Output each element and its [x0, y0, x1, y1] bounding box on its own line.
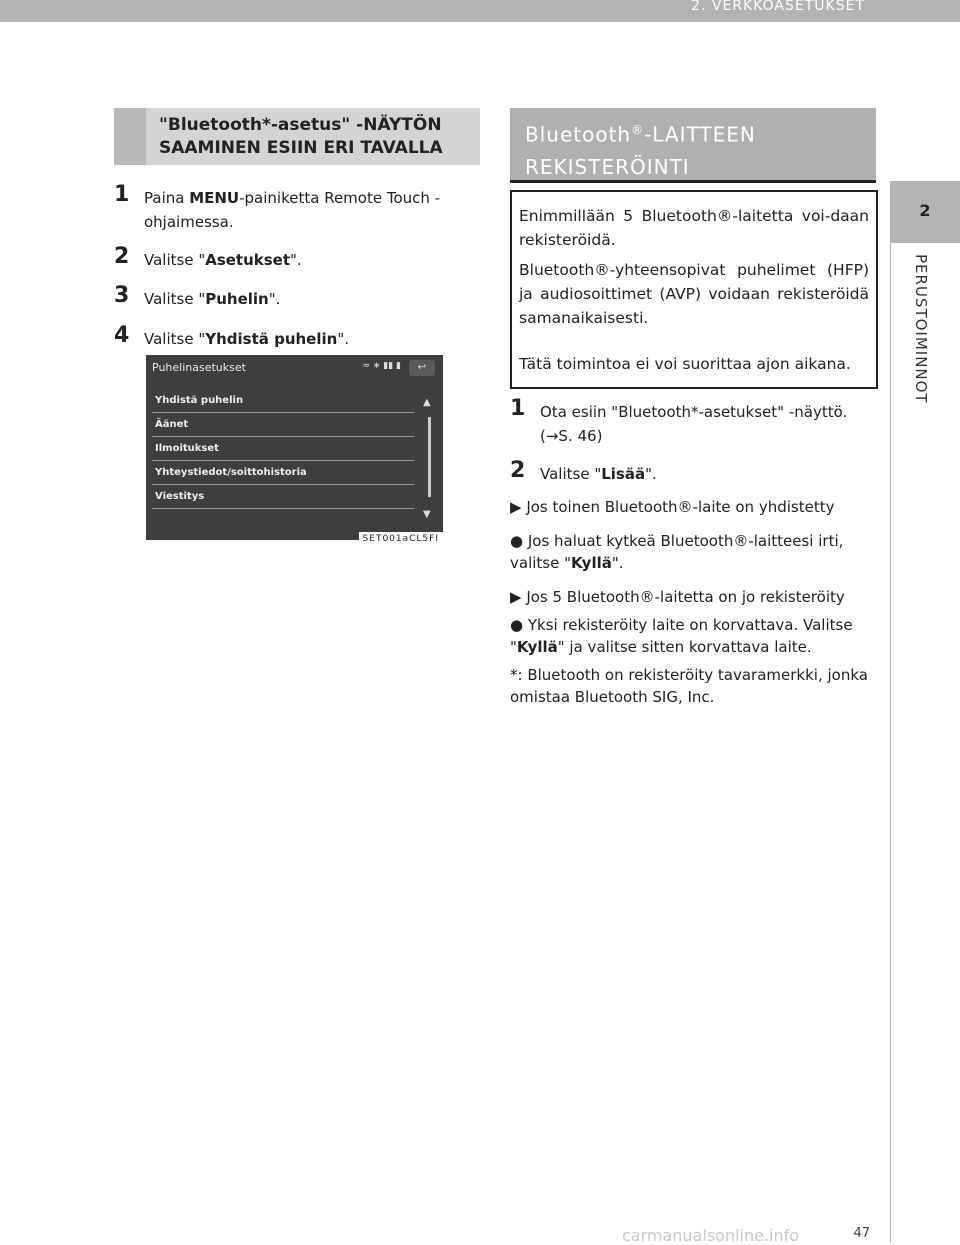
back-icon: ↩ [409, 360, 435, 376]
chapter-tab [890, 181, 960, 243]
chapter-vertical-label: PERUSTOIMINNOT [912, 254, 930, 404]
menu-item-sounds: Äänet [152, 415, 414, 437]
left-heading-text: "Bluetooth*-asetus" -NÄYTÖN SAAMINEN ESIIN ERI TAVALLA [159, 115, 443, 158]
right-section-heading: Bluetooth®-LAITTEEN REKISTERÖINTI [510, 108, 876, 183]
footnote: *: Bluetooth on rekisteröity tavaramerkki, jonka omistaa Bluetooth SIG, Inc. [510, 666, 868, 706]
scroll-down-icon: ▼ [423, 509, 431, 520]
menu-item-contacts: Yhteystiedot/soittohistoria [152, 463, 414, 485]
case-2-detail: ● Yksi rekisteröity laite on korvattava. Valitse "Kyllä" ja valitse sitten korvattava laite. [510, 616, 853, 656]
chapter-tab-number: 2 [919, 201, 931, 220]
scroll-up-icon: ▲ [423, 397, 431, 408]
case-1-heading: ▶ Jos toinen Bluetooth®-laite on yhdistetty [510, 498, 835, 516]
phone-settings-screenshot [146, 355, 443, 544]
header-bar [0, 0, 960, 22]
info-text-1: Enimmillään 5 Bluetooth®-laitetta voi-daan rekisteröidä. [519, 207, 869, 249]
watermark: carmanualsonline.info [622, 1226, 800, 1245]
menu-item-connect-phone: Yhdistä puhelin [152, 391, 414, 413]
case-2-heading: ▶ Jos 5 Bluetooth®-laitetta on jo rekisteröity [510, 588, 845, 606]
case-1-detail: ● Jos haluat kytkeä Bluetooth®-laitteesi irti, valitse "Kyllä". [510, 532, 844, 572]
status-icons: ≈ ∗ ▮▮ ▮ [362, 361, 401, 371]
menu-item-messaging: Viestitys [152, 487, 414, 509]
menu-item-notifications: Ilmoitukset [152, 439, 414, 461]
side-divider [890, 243, 891, 1243]
scrollbar [421, 397, 437, 525]
info-text-2: Bluetooth®-yhteensopivat puhelimet (HFP) ja audiosoittimet (AVP) voidaan rekisteröidä samanaikaisesti. [519, 261, 869, 327]
page-number: 47 [853, 1226, 870, 1241]
info-box [510, 190, 878, 389]
chapter-title: 2. VERKKOASETUKSET [691, 0, 865, 14]
left-section-heading [114, 108, 480, 165]
screenshot-title: Puhelinasetukset [152, 361, 246, 374]
image-code: SET001aCL5FI [359, 532, 443, 546]
heading-strip [114, 108, 146, 165]
info-text-3: Tätä toimintoa ei voi suorittaa ajon aikana. [519, 355, 851, 373]
